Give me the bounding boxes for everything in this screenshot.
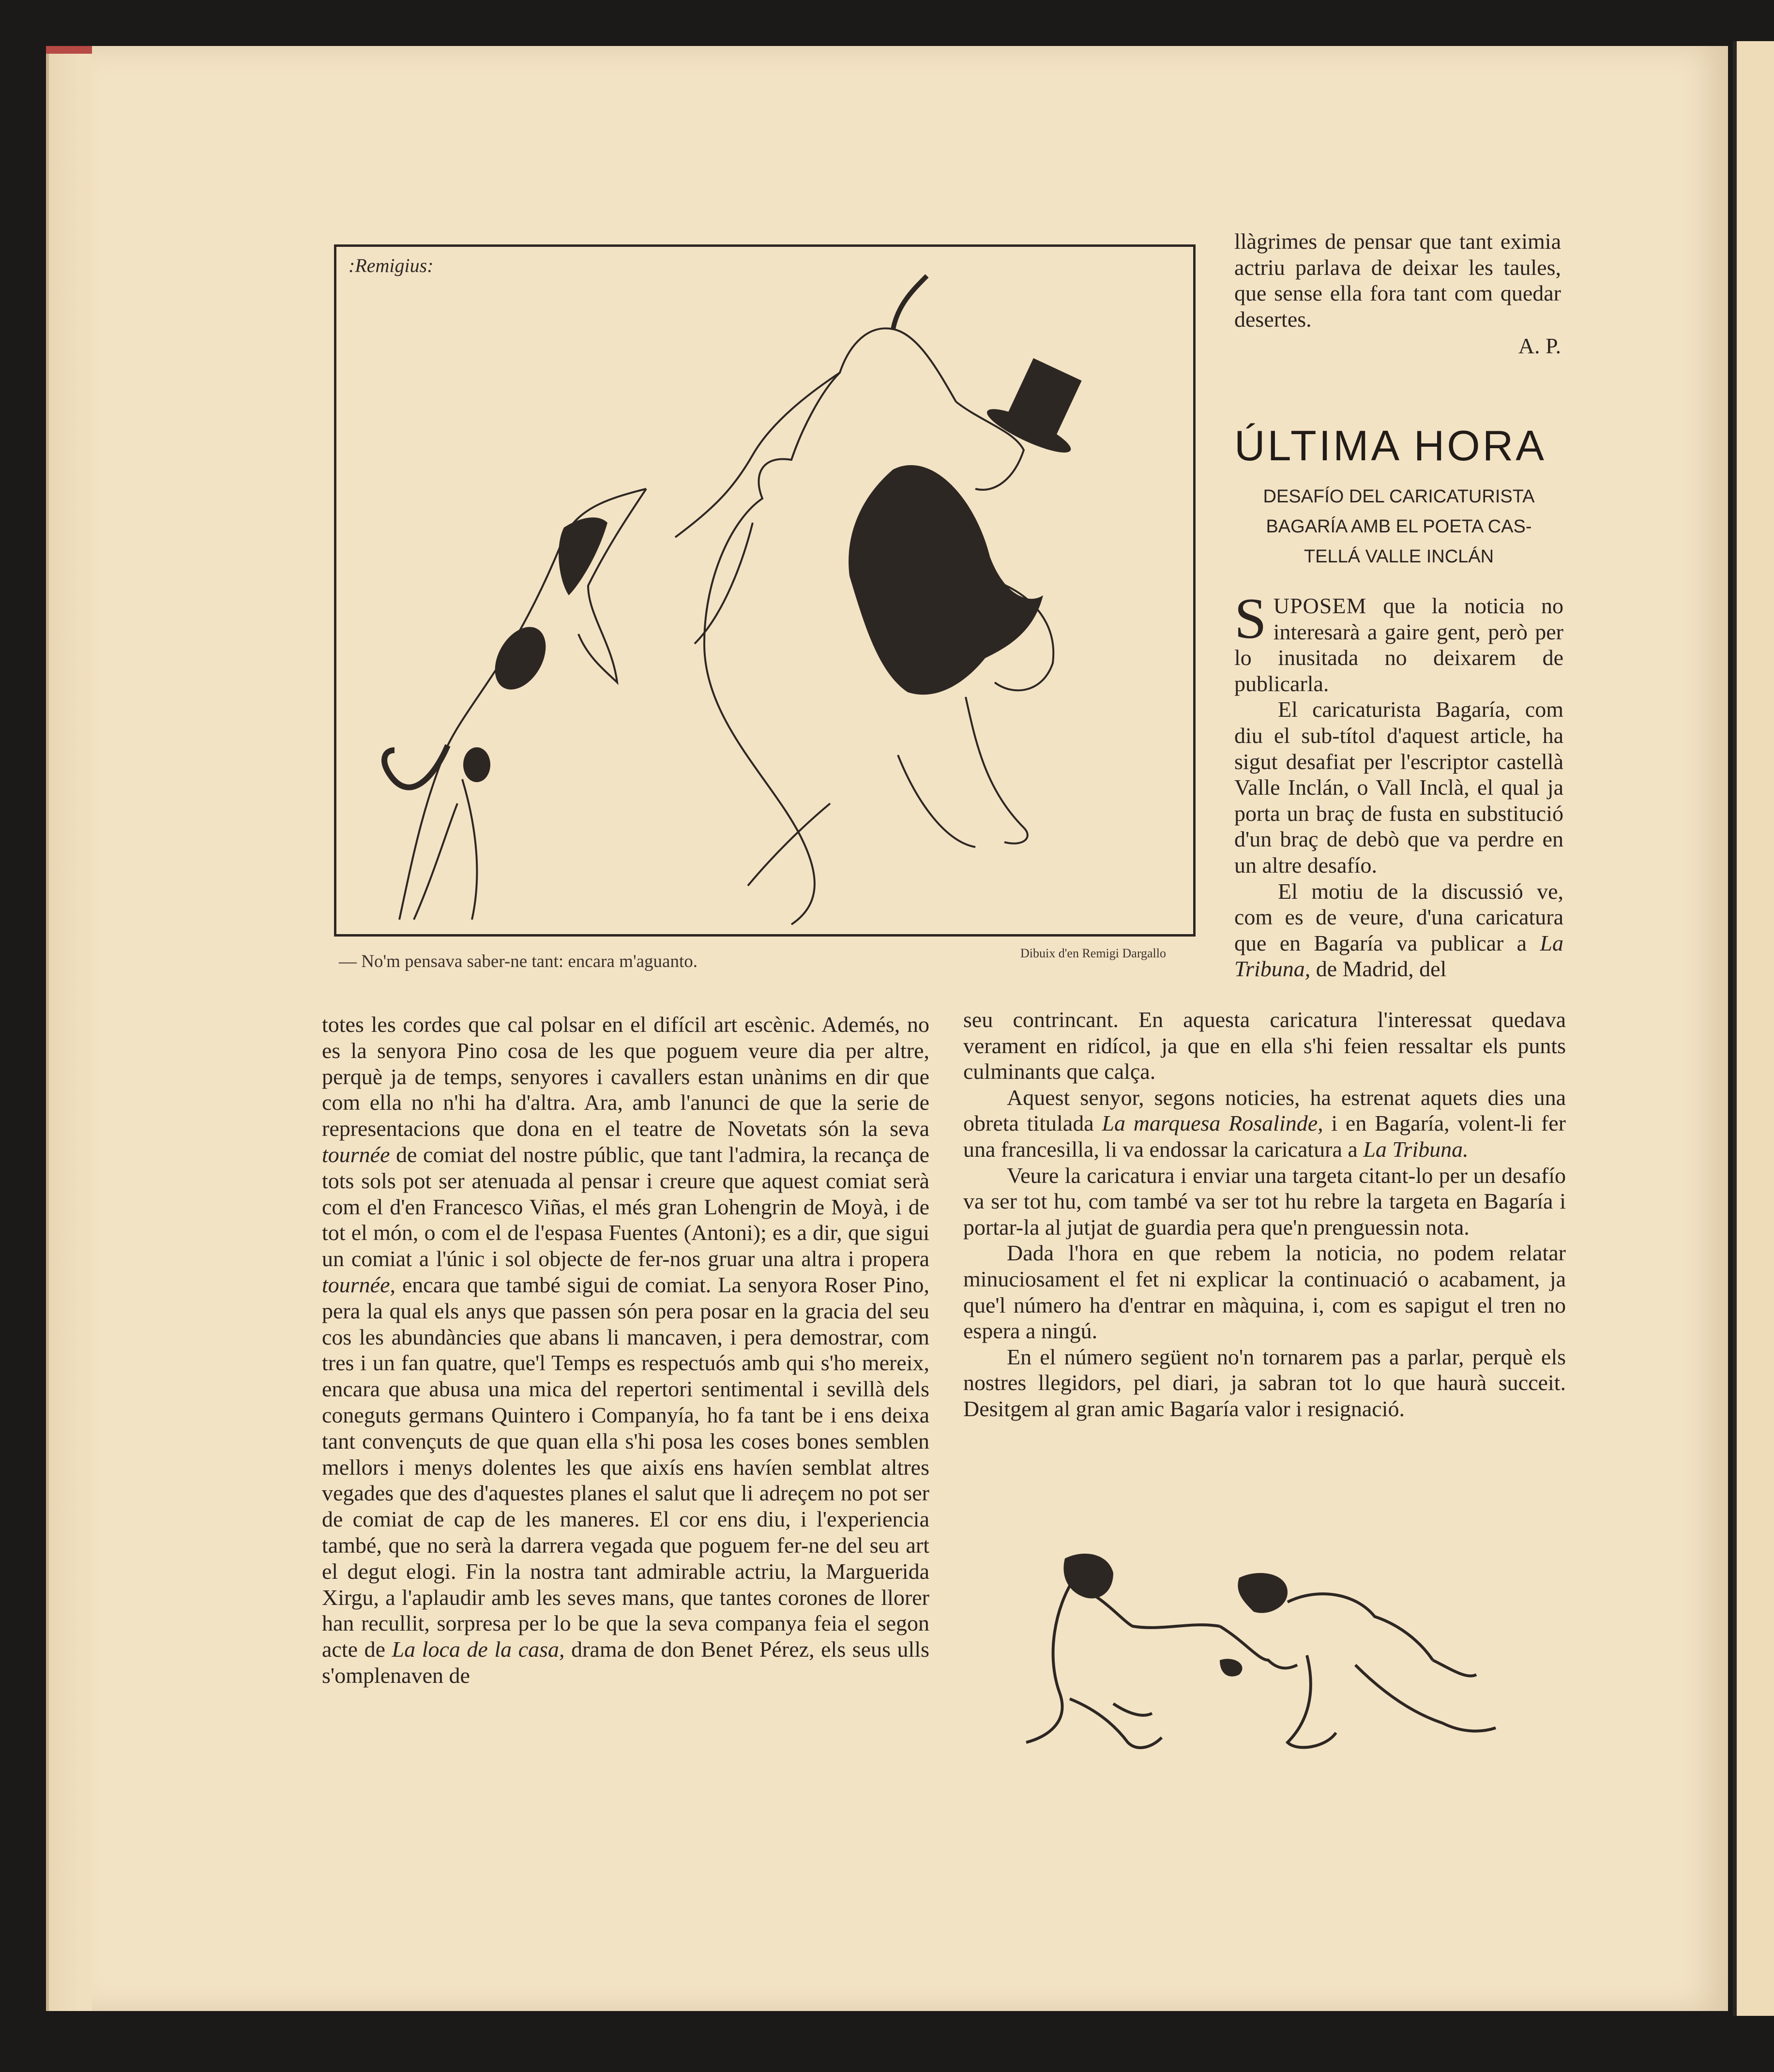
article-paragraph: El motiu de la discussió ve, com es de veure, d'una caricatura que en Bagaría va publicar a La Tribuna, de Madrid, del xyxy=(1234,878,1563,982)
continued-text: llàgrimes de pensar que tant eximia actriu parlava de deixar les taules, que sense ella fora tant com quedar desertes. xyxy=(1234,229,1561,332)
author-initials: A. P. xyxy=(1518,333,1561,358)
dog-outline xyxy=(399,489,646,920)
article-paragraph: Aquest senyor, segons noticies, ha estrenat aquets dies una obreta titulada La marquesa Rosalinde, i en Bagaría, volent-li fer una francesilla, li va endossar la caricatura a La Tribuna. xyxy=(963,1085,1566,1162)
dog-head-patch xyxy=(559,517,607,595)
dog-spot xyxy=(463,747,490,782)
right-fighter-hair xyxy=(1238,1573,1288,1613)
continued-paragraph xyxy=(1234,228,1561,359)
top-hat xyxy=(983,350,1099,460)
article-paragraph: seu contrincant. En aquesta caricatura l'interessat quedava verament en ridícol, ja que en ella s'hi feien ressaltar els punts culminants que calça. xyxy=(963,1007,1566,1084)
drop-cap: S xyxy=(1234,586,1267,650)
section-headline: ÚLTIMA HORA xyxy=(1234,422,1547,469)
article-paragraph: En el número següent no'n tornarem pas a parlar, perquè els nostres llegidors, pel diari, ja sabran tot lo que haurà succeit. Desitgem al gran amic Bagaría valor i resignació. xyxy=(963,1344,1566,1421)
bull-black-vest xyxy=(849,465,1043,695)
article-paragraph: Veure la caricatura i enviar una targeta citant-lo per un desafío va ser tot hu, com també va ser tot hu rebre la targeta en Bagaría i portar-la al jutjat de guardia pera que'n prenguessin nota. xyxy=(963,1163,1566,1240)
illustration-caption: — No'm pensava saber-ne tant: encara m'aguanto. xyxy=(339,952,697,971)
illustration-credit: Dibuix d'en Remigi Dargallo xyxy=(1020,946,1166,960)
subtitle-line: TELLÁ VALLE INCLÁN xyxy=(1304,546,1494,567)
dropped-hat xyxy=(1220,1659,1242,1676)
lead-word: UPOSEM xyxy=(1273,593,1367,618)
facing-page-edge xyxy=(1733,41,1774,2016)
caricature-illustration xyxy=(334,244,1196,937)
article-body-wide xyxy=(963,1007,1566,1422)
theatre-review-column: totes les cordes que cal polsar en el difícil art escènic. Ademés, no es la senyora Pino cosa de les que poguem veure dia per altre, perquè ja de temps, senyores i cavallers estan unànims en dir que com ella no n'hi ha d'altra. Ara, amb l'anunci de que la serie de representacions que dona en el teatre de Novetats són la seva tournée de comiat del nostre públic, que tant l'admira, la recança de tots sols pot ser atenuada al pensar i creure que aquest comiat serà com el d'en Francesco Viñas, el més gran Lohengrin de Moyà, i de tot el món, o com el de l'espasa Fuentes (Antoni); es a dir, que sigui un comiat a l'únic i sol objecte de fer-nos gruar una altra i propera tournée, encara que també sigui de comiat. La senyora Roser Pino, pera la qual els anys que passen són pera posar en la gracia del seu cos les abundàncies que abans li mancaven, i pera demostrar, com tres i un fan quatre, que'l Temps es respectuós amb qui s'ho mereix, encara que abusa una mica del repertori sentimental i sevillà dels coneguts germans Quintero i Companyía, ho fa tant be i ens deixa tant convençuts de que quan ella s'hi posa les coses bones semblen mellors i menys dolentes les que aixís ens havíen semblat altres vegades que des d'aquestes planes el salut que li adreçem no pot ser de comiat de cap de les maneres. El cor ens diu, i l'experiencia també, que no serà la darrera vegada que poguem fer-ne del seu art el degut elogi. Fin la nostra tant admirable actriu, la Marguerida Xirgu, a l'aplaudir amb les seves mans, que tantes corones de llorer han recullit, sorpresa per lo be que la seva companya feia el segon acte de La loca de la casa, drama de don Benet Pérez, els seus ulls s'omplenaven de xyxy=(322,1012,930,1688)
article-paragraph: El caricaturista Bagaría, com diu el sub-títol d'aquest article, ha sigut desafiat per l'escriptor castellà Valle Inclán, o Vall Inclà, el qual ja porta un braç de fusta en substitució d'un braç de debò que va perdre en un altre desafío. xyxy=(1234,697,1563,877)
article-body-narrow xyxy=(1234,586,1563,982)
artist-signature: :Remigius: xyxy=(349,255,434,276)
subtitle-line: BAGARÍA AMB EL POETA CAS- xyxy=(1266,516,1532,537)
subtitle-line: DESAFÍO DEL CARICATURISTA xyxy=(1263,486,1535,507)
dog-and-bull-drawing xyxy=(336,247,1193,934)
article-paragraph: Dada l'hora en que rebem la noticia, no podem relatar minuciosament el fet ni explicar la continuació o acabament, ja que'l número ha d'entrar en màquina, i, com es sapigut el tren no espera a ningú. xyxy=(963,1240,1566,1344)
fighters-drawing xyxy=(1016,1549,1520,1762)
duel-cartoon xyxy=(1016,1549,1520,1762)
page-bleed-mark xyxy=(46,46,99,54)
left-fighter-head xyxy=(1063,1554,1113,1599)
article-paragraph: SUPOSEM que la noticia no interesarà a gaire gent, però per lo inusitada no deixarem de publicarla. xyxy=(1234,586,1563,696)
right-fighter-body xyxy=(1288,1594,1433,1660)
article-subtitle xyxy=(1234,482,1563,572)
left-fighter-body xyxy=(1026,1578,1075,1742)
dog-spot xyxy=(485,618,556,698)
